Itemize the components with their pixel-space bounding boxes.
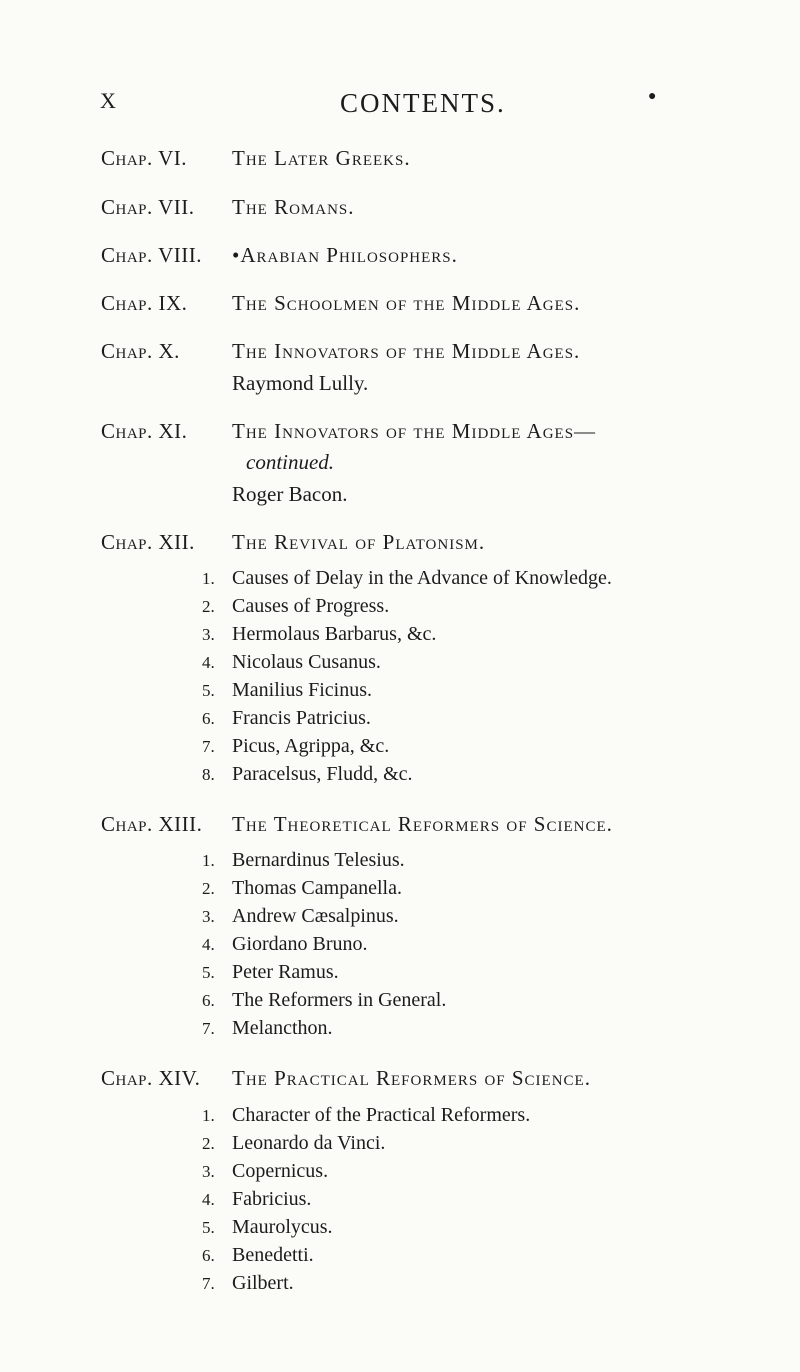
section-item xyxy=(202,1160,329,1183)
chapter-label: Chap. VIII. xyxy=(101,243,203,267)
chapter-title: The Later Greeks. xyxy=(232,146,411,170)
section-title: Bernardinus Telesius. xyxy=(232,849,405,871)
section-item xyxy=(202,707,371,730)
section-number: 1. xyxy=(202,1106,215,1125)
chapter-label: Chap. XII. xyxy=(101,530,195,554)
chapter-title: The Romans. xyxy=(232,195,355,219)
section-item xyxy=(202,1132,386,1155)
section-number: 1. xyxy=(202,569,215,588)
section-number: 2. xyxy=(202,597,215,616)
chapter-continued: continued. xyxy=(246,450,335,474)
section-number: 4. xyxy=(202,653,215,672)
section-item xyxy=(202,1216,333,1239)
section-number: 5. xyxy=(202,681,215,700)
section-title: Giordano Bruno. xyxy=(232,933,368,955)
section-number: 3. xyxy=(202,907,215,926)
chapter-title: The Innovators of the Middle Ages— xyxy=(232,419,597,443)
chapter-entry xyxy=(101,291,581,316)
chapter-label: Chap. XIV. xyxy=(101,1066,201,1090)
chapter-entry xyxy=(101,812,613,837)
section-title: The Reformers in General. xyxy=(232,989,447,1011)
chapter-title: The Practical Reformers of Science. xyxy=(232,1066,591,1090)
chapter-title: •Arabian Philosophers. xyxy=(232,243,458,267)
section-title: Character of the Practical Reformers. xyxy=(232,1104,531,1126)
chapter-entry xyxy=(101,530,486,555)
section-item xyxy=(202,763,413,786)
section-item xyxy=(202,623,437,646)
section-title: Nicolaus Cusanus. xyxy=(232,651,381,673)
section-title: Benedetti. xyxy=(232,1244,314,1266)
section-item xyxy=(202,595,390,618)
chapter-subject: Roger Bacon. xyxy=(232,482,348,506)
section-title: Manilius Ficinus. xyxy=(232,679,373,701)
chapter-entry xyxy=(101,339,581,364)
section-title: Maurolycus. xyxy=(232,1216,333,1238)
section-title: Causes of Delay in the Advance of Knowledge. xyxy=(232,567,612,589)
section-number: 7. xyxy=(202,737,215,756)
section-number: 3. xyxy=(202,1162,215,1181)
section-number: 4. xyxy=(202,935,215,954)
section-number: 6. xyxy=(202,991,215,1010)
page-number: X xyxy=(100,88,117,113)
chapter-title: The Theoretical Reformers of Science. xyxy=(232,812,613,836)
section-title: Melancthon. xyxy=(232,1017,333,1039)
chapter-label: Chap. XIII. xyxy=(101,812,203,836)
section-number: 6. xyxy=(202,709,215,728)
section-item xyxy=(202,1188,312,1211)
section-title: Causes of Progress. xyxy=(232,595,390,617)
section-number: 1. xyxy=(202,851,215,870)
chapter-entry xyxy=(101,419,597,444)
section-title: Copernicus. xyxy=(232,1160,329,1182)
section-item xyxy=(202,961,339,984)
section-title: Andrew Cæsalpinus. xyxy=(232,905,399,927)
section-title: Leonardo da Vinci. xyxy=(232,1132,386,1154)
page-title: CONTENTS. xyxy=(340,88,506,118)
section-title: Paracelsus, Fludd, &c. xyxy=(232,763,413,785)
chapter-title: The Schoolmen of the Middle Ages. xyxy=(232,291,581,315)
section-item xyxy=(202,989,447,1012)
section-title: Gilbert. xyxy=(232,1272,294,1294)
section-title: Fabricius. xyxy=(232,1188,312,1210)
ink-mark: ● xyxy=(648,89,657,104)
section-number: 5. xyxy=(202,963,215,982)
chapter-entry xyxy=(101,146,411,171)
chapter-entry xyxy=(101,243,458,268)
section-number: 8. xyxy=(202,765,215,784)
section-title: Francis Patricius. xyxy=(232,707,371,729)
section-number: 5. xyxy=(202,1218,215,1237)
chapter-label: Chap. VII. xyxy=(101,195,195,219)
section-item xyxy=(202,1017,333,1040)
chapter-title: The Revival of Platonism. xyxy=(232,530,486,554)
section-item xyxy=(202,933,368,956)
chapter-entry xyxy=(101,195,355,220)
section-item xyxy=(202,679,373,702)
section-number: 3. xyxy=(202,625,215,644)
section-title: Picus, Agrippa, &c. xyxy=(232,735,390,757)
section-item xyxy=(202,1272,294,1295)
section-number: 4. xyxy=(202,1190,215,1209)
section-item xyxy=(202,877,402,900)
section-title: Thomas Campanella. xyxy=(232,877,402,899)
chapter-entry xyxy=(101,1066,591,1091)
section-item xyxy=(202,905,399,928)
chapter-label: Chap. X. xyxy=(101,339,180,363)
section-item xyxy=(202,735,390,758)
section-item xyxy=(202,1104,531,1127)
chapter-subject: Raymond Lully. xyxy=(232,371,369,395)
section-title: Hermolaus Barbarus, &c. xyxy=(232,623,437,645)
section-item xyxy=(202,849,405,872)
section-number: 2. xyxy=(202,1134,215,1153)
section-number: 6. xyxy=(202,1246,215,1265)
section-item xyxy=(202,1244,314,1267)
chapter-label: Chap. XI. xyxy=(101,419,188,443)
chapter-label: Chap. VI. xyxy=(101,146,188,170)
section-number: 7. xyxy=(202,1274,215,1293)
chapter-title: The Innovators of the Middle Ages. xyxy=(232,339,581,363)
chapter-label: Chap. IX. xyxy=(101,291,188,315)
section-item xyxy=(202,651,381,674)
section-title: Peter Ramus. xyxy=(232,961,339,983)
section-item xyxy=(202,567,612,590)
section-number: 7. xyxy=(202,1019,215,1038)
section-number: 2. xyxy=(202,879,215,898)
